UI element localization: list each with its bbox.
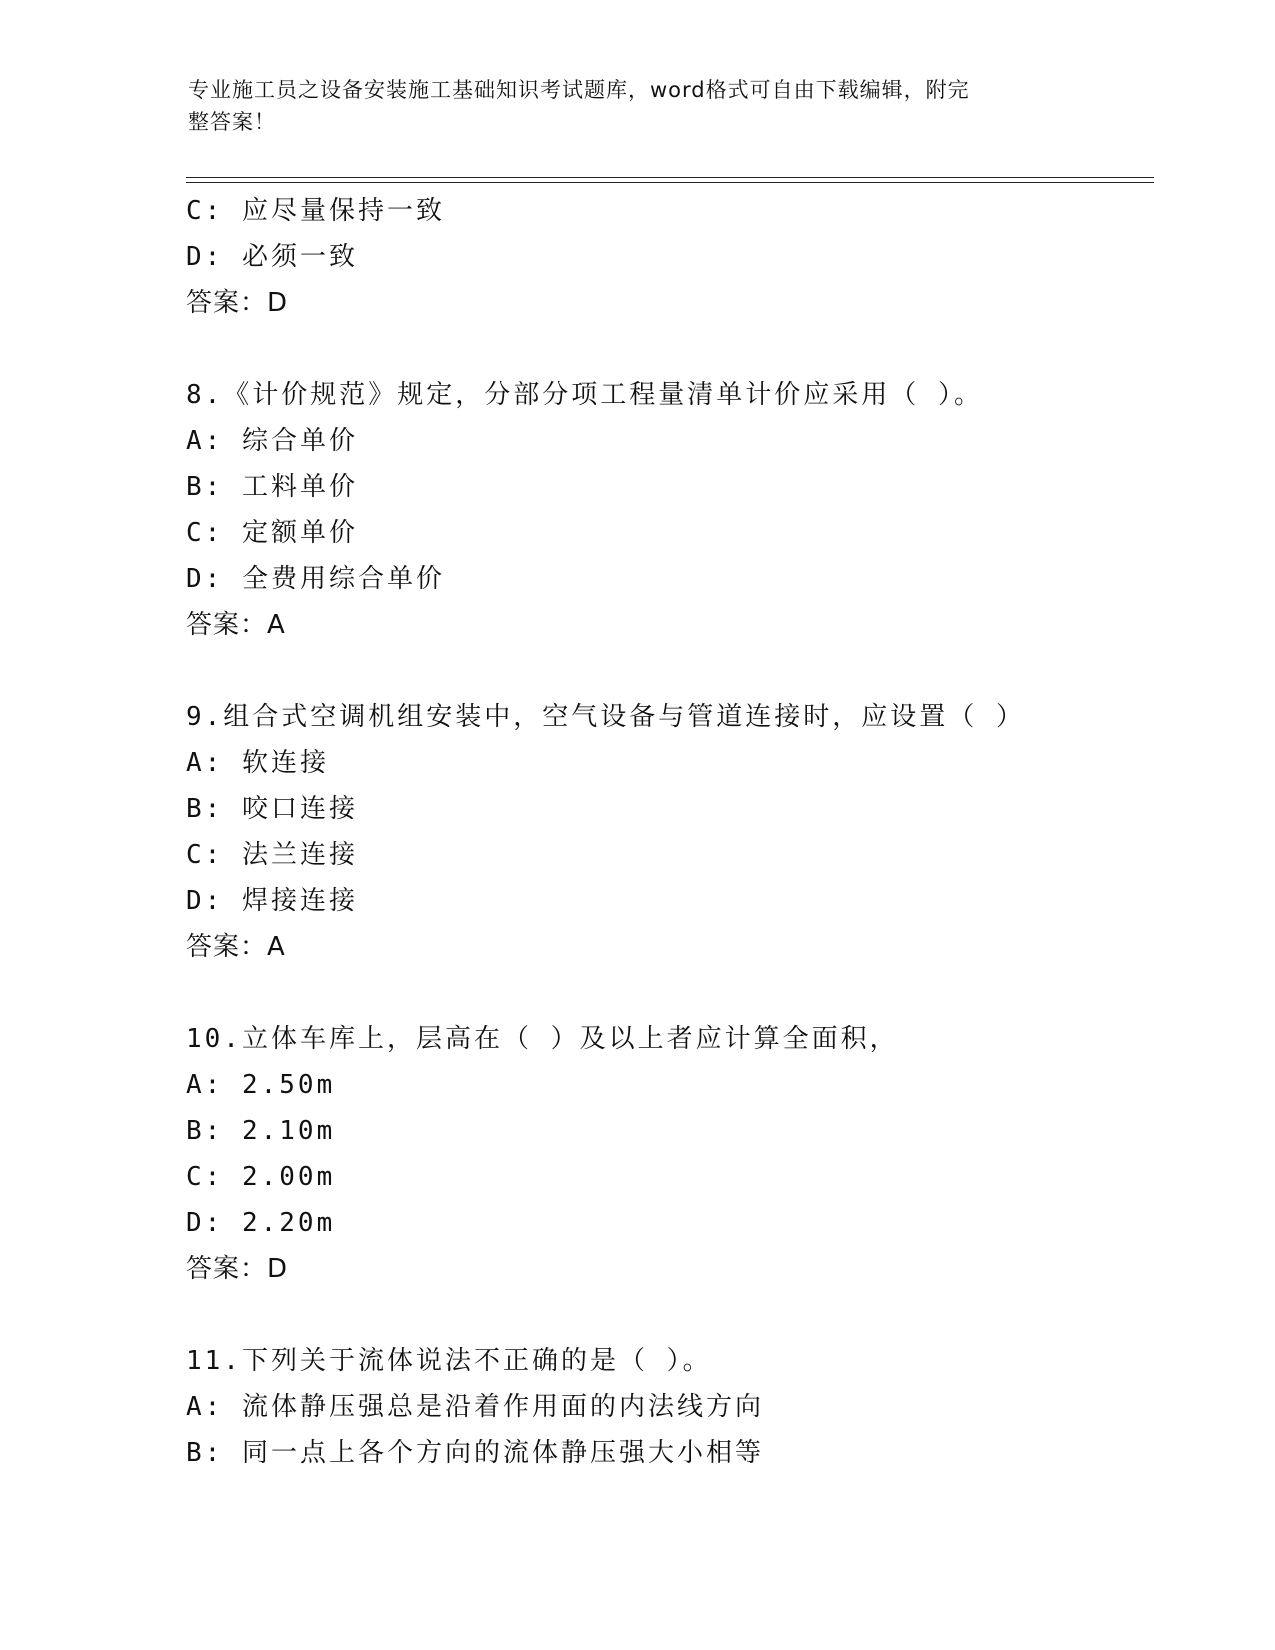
- option-c: C: 应尽量保持一致: [186, 196, 445, 226]
- option-b: B: 咬口连接: [186, 794, 358, 824]
- answer: 答案：D: [186, 288, 289, 318]
- question-text: 9.组合式空调机组安装中，空气设备与管道连接时，应设置（ ）: [186, 702, 1025, 732]
- answer: 答案：A: [186, 610, 286, 640]
- answer: 答案：D: [186, 1254, 289, 1284]
- spacer: [186, 648, 1146, 694]
- question-block-11: [186, 1338, 1146, 1476]
- option-c: C: 2.00m: [186, 1162, 336, 1192]
- option-a: A: 综合单价: [186, 426, 358, 456]
- document-header: [188, 74, 1068, 138]
- question-block-8: [186, 372, 1146, 648]
- question-block-9: [186, 694, 1146, 970]
- option-a: A: 2.50m: [186, 1070, 336, 1100]
- question-block-10: [186, 1016, 1146, 1292]
- option-a: A: 流体静压强总是沿着作用面的内法线方向: [186, 1392, 764, 1422]
- question-text: 11.下列关于流体说法不正确的是（ ）。: [186, 1346, 712, 1376]
- question-block-7: [186, 188, 1146, 326]
- question-text: 8.《计价规范》规定，分部分项工程量清单计价应采用（ ）。: [186, 380, 983, 410]
- answer: 答案：A: [186, 932, 286, 962]
- option-d: D: 2.20m: [186, 1208, 336, 1238]
- option-a: A: 软连接: [186, 748, 329, 778]
- option-d: D: 全费用综合单价: [186, 564, 445, 594]
- question-list: [186, 188, 1146, 1476]
- spacer: [186, 1292, 1146, 1338]
- spacer: [186, 326, 1146, 372]
- question-text: 10.立体车库上，层高在（ ）及以上者应计算全面积，: [186, 1024, 899, 1054]
- header-divider-top: [186, 177, 1154, 178]
- option-b: B: 工料单价: [186, 472, 358, 502]
- header-line-1: 专业施工员之设备安装施工基础知识考试题库，word格式可自由下载编辑，附完: [188, 78, 970, 102]
- option-c: C: 定额单价: [186, 518, 358, 548]
- option-d: D: 必须一致: [186, 242, 358, 272]
- option-c: C: 法兰连接: [186, 840, 358, 870]
- header-divider-bottom: [186, 182, 1154, 183]
- option-b: B: 2.10m: [186, 1116, 336, 1146]
- option-b: B: 同一点上各个方向的流体静压强大小相等: [186, 1438, 764, 1468]
- option-d: D: 焊接连接: [186, 886, 358, 916]
- header-line-2: 整答案！: [188, 110, 276, 134]
- spacer: [186, 970, 1146, 1016]
